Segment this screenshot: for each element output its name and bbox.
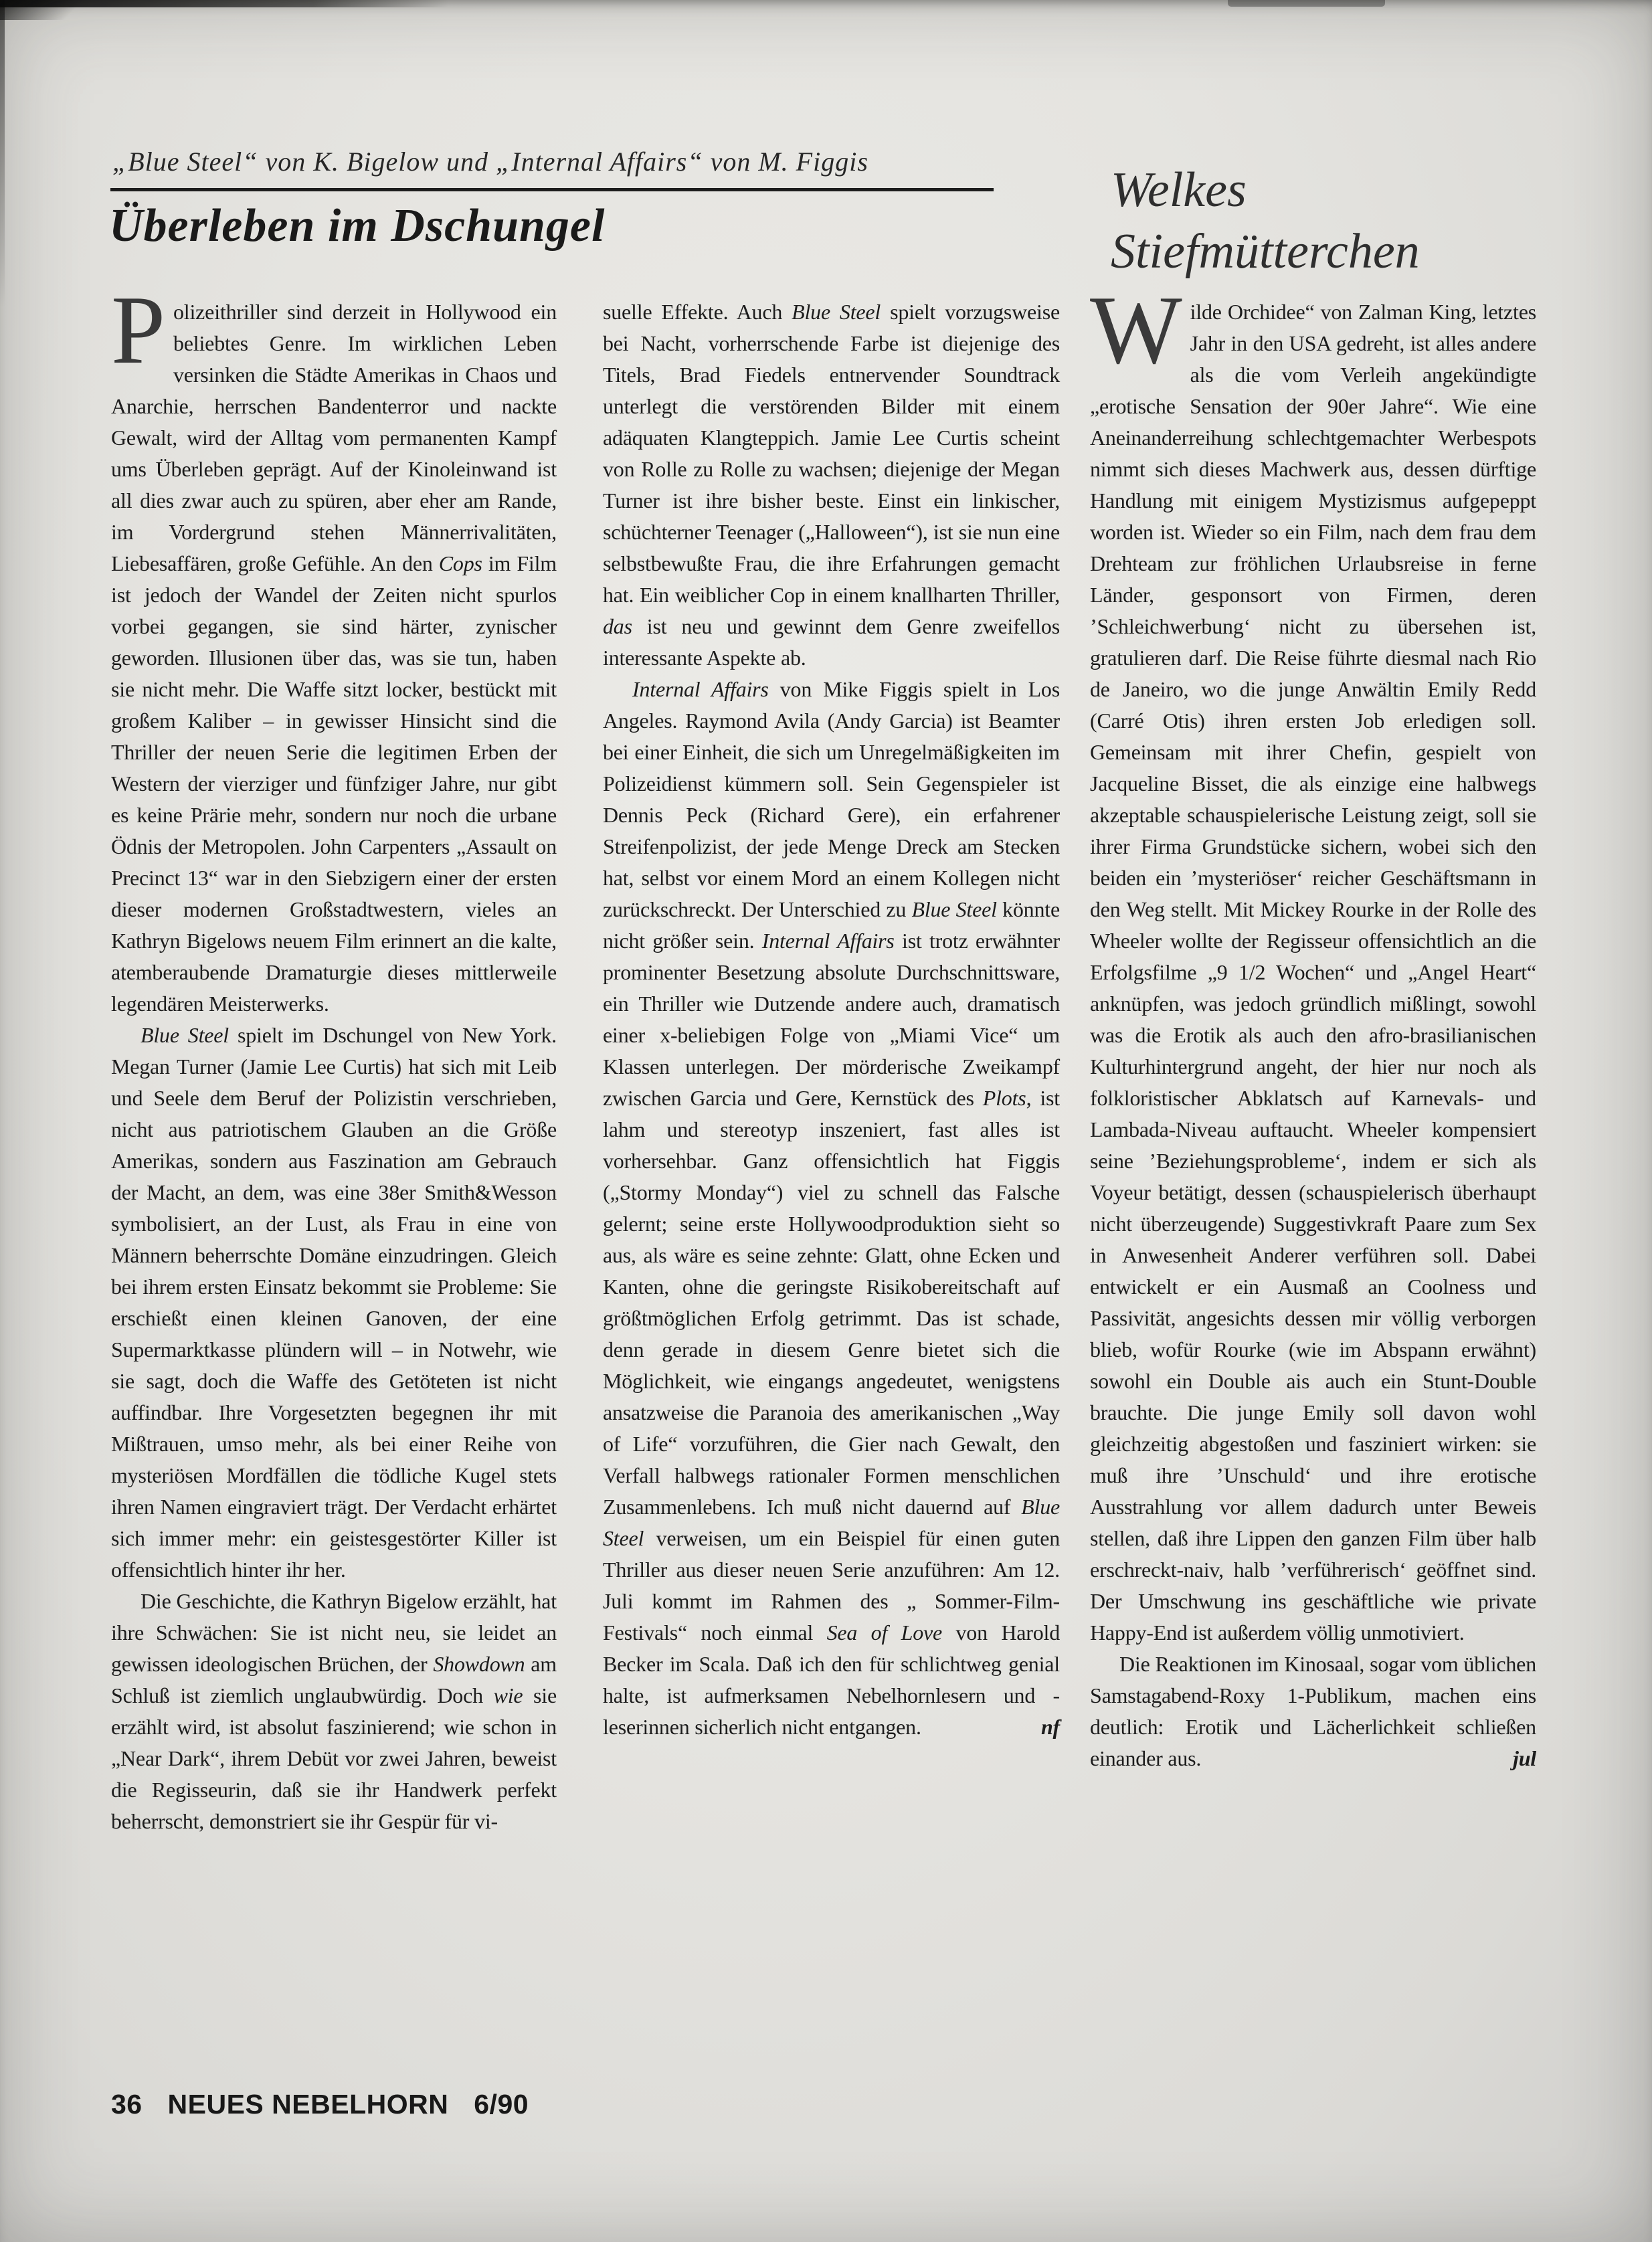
left-article-title: Überleben im Dschungel	[109, 200, 606, 252]
body-paragraph: Die Reaktionen im Kinosaal, sogar vom üblichen Samstagabend-Roxy 1-Publikum, machen eins deutlich: Erotik und Lächerlichkeit schließen einander aus. jul	[1090, 1649, 1536, 1774]
page-number: 36	[111, 2089, 143, 2120]
text-column-2	[603, 296, 1060, 1743]
author-initials: jul	[1513, 1746, 1536, 1770]
right-article-title	[1111, 159, 1420, 282]
drop-cap: P	[111, 276, 165, 384]
magazine-name: NEUES NEBELHORN	[167, 2089, 449, 2120]
article-kicker: „Blue Steel“ von K. Bigelow und „Internal Affairs“ von M. Figgis	[112, 147, 868, 177]
body-paragraph: Die Geschichte, die Kathryn Bigelow erzählt, hat ihre Schwächen: Sie ist nicht neu, sie leidet an gewissen ideologischen Brüchen, der Showdown am Schluß ist ziemlich unglaubwürdig. Doch wie sie erzählt wird, ist absolut faszinierend; wie schon in „Near Dark“, ihrem Debüt vor zwei Jahren, beweist die Regisseurin, daß sie ihr Handwerk perfekt beherrscht, demonstriert sie ihr Gespür für vi-	[111, 1589, 557, 1833]
body-paragraph: suelle Effekte. Auch Blue Steel spielt vorzugsweise bei Nacht, vorherrschende Farbe ist diejenige des Titels, Brad Fiedels entnervender Soundtrack unterlegt die verstörenden Bilder mit einem adäquaten Klangteppich. Jamie Lee Curtis scheint von Rolle zu Rolle zu wachsen; diejenige der Megan Turner ist ihre bisher beste. Einst ein linkischer, schüchterner Teenager („Halloween“), ist sie nun eine selbstbewußte Frau, die ihre Erfahrungen gemacht hat. Ein weiblicher Cop in einem knallharten Thriller, das ist neu und gewinnt dem Genre zweifellos interessante Aspekte ab.	[603, 300, 1060, 670]
issue-number: 6/90	[474, 2089, 529, 2120]
scan-edge-artifact	[1228, 0, 1385, 7]
body-paragraph: Polizeithriller sind derzeit in Hollywood ein beliebtes Genre. Im wirklichen Leben versinken die Städte Amerikas in Chaos und Anarchie, herrschen Bandenterror und nackte Gewalt, wird der Alltag vom permanenten Kampf ums Überleben geprägt. Auf der Kinoleinwand ist all dies zwar auch zu spüren, aber eher am Rande, im Vordergrund stehen Männerrivalitäten, Liebesaffären, große Gefühle. An den Cops im Film ist jedoch der Wandel der Zeiten nicht spurlos vorbei gegangen, sie sind härter, zynischer geworden. Illusionen über das, was sie tun, haben sie nicht mehr. Die Waffe sitzt locker, bestückt mit großem Kaliber – in gewisser Hinsicht sind die Thriller der neuen Serie die legitimen Erben der Western der vierziger und fünfziger Jahre, nur gibt es keine Prärie mehr, sondern nur noch die urbane Ödnis der Metropolen. John Carpenters „Assault on Precinct 13“ war in den Siebzigern einer der ersten dieser modernen Großstadtwestern, vieles an Kathryn Bigelows neuem Film erinnert an die kalte, atemberaubende Dramaturgie dieses mittlerweile legendären Meisterwerks.	[111, 276, 557, 1016]
text-column-3	[1090, 276, 1536, 1774]
author-initials: nf	[1040, 1715, 1060, 1739]
page-footer	[111, 2089, 529, 2120]
headline-rule	[110, 188, 994, 191]
body-paragraph: Internal Affairs von Mike Figgis spielt in Los Angeles. Raymond Avila (Andy Garcia) ist Beamter bei einer Einheit, die sich um Unregelmäßigkeiten im Polizeidienst kümmern soll. Sein Gegenspieler ist Dennis Peck (Richard Gere), ein erfahrener Streifenpolizist, der jede Menge Dreck am Stecken hat, selbst vor einem Mord an einem Kollegen nicht zurückschreckt. Der Unterschied zu Blue Steel könnte nicht größer sein. Internal Affairs ist trotz erwähnter prominenter Besetzung absolute Durchschnittsware, ein Thriller wie Dutzende andere auch, dramatisch einer x-beliebigen Folge von „Miami Vice“ um Klassen unterlegen. Der mörderische Zweikampf zwischen Garcia und Gere, Kernstück des Plots, ist lahm und stereotyp inszeniert, fast alles ist vorhersehbar. Ganz offensichtlich hat Figgis („Stormy Monday“) viel zu schnell das Falsche gelernt; seine erste Hollywoodproduktion sieht so aus, als wäre es seine zehnte: Glatt, ohne Ecken und Kanten, ohne die geringste Risikobereitschaft auf größtmöglichen Erfolg getrimmt. Das ist schade, denn gerade in diesem Genre bietet sich die Möglichkeit, wie eingangs angedeutet, wenigstens ansatzweise die Paranoia des amerikanischen „Way of Life“ vorzuführen, die Gier nach Gewalt, den Verfall halbwegs rationaler Formen menschlichen Zusammenlebens. Ich muß nicht dauernd auf Blue Steel verweisen, um ein Beispiel für einen guten Thriller aus dieser neuen Serie anzuführen: Am 12. Juli kommt im Rahmen des „ Sommer-Film-Festivals“ noch einmal Sea of Love von Harold Becker im Scala. Daß ich den für schlichtweg genial halte, ist aufmerksamen Nebelhornlesern und -leserinnen sicherlich nicht entgangen. nf	[603, 674, 1060, 1743]
right-title-line-1: Welkes	[1111, 163, 1247, 217]
right-title-line-2: Stiefmütterchen	[1111, 224, 1420, 279]
text-column-1	[111, 276, 557, 1837]
body-paragraph: Wilde Orchidee“ von Zalman King, letztes Jahr in den USA gedreht, ist alles andere als die vom Verleih angekündigte „erotische Sensation der 90er Jahre“. Wie eine Aneinanderreihung schlechtgemachter Werbespots nimmt sich dieses Machwerk aus, dessen dürftige Handlung mit einigem Mystizismus aufgepeppt worden ist. Wieder so ein Film, nach dem frau dem Drehteam zur fröhlichen Urlaubsreise in ferne Länder, gesponsort von Firmen, deren ’Schleichwerbung‘ nicht zu übersehen ist, gratulieren darf. Die Reise führte diesmal nach Rio de Janeiro, wo die junge Anwältin Emily Redd (Carré Otis) ihren ersten Job erledigen soll. Gemeinsam mit ihrer Chefin, gespielt von Jacqueline Bisset, die als einzige eine halbwegs akzeptable schauspielerische Leistung zeigt, soll sie ihrer Firma Grundstücke sichern, wobei sich den beiden ein ’mysteriöser‘ reicher Geschäftsmann in den Weg stellt. Mit Mickey Rourke in der Rolle des Wheeler wollte der Regisseur offensichtlich an die Erfolgsfilme „9 1/2 Wochen“ und „Angel Heart“ anknüpfen, was jedoch gründlich mißlingt, sowohl was die Erotik als auch den afro-brasilianischen Kulturhintergrund angeht, der hier nur noch als folkloristischer Abklatsch auf Karnevals- und Lambada-Niveau auftaucht. Wheeler kompensiert seine ’Beziehungsprobleme‘, indem er sich als Voyeur betätigt, dessen (schauspielerisch überhaupt nicht überzeugende) Suggestivkraft Paare zum Sex in Anwesenheit Anderer verführen soll. Dabei entwickelt er ein Ausmaß an Coolness und Passivität, angesichts dessen mir völlig verborgen blieb, wofür Rourke (wie im Abspann erwähnt) sowohl ein Double ais auch ein Stunt-Double brauchte. Die junge Emily soll davon wohl gleichzeitig abgestoßen und fasziniert wirken: sie muß ihre ’Unschuld‘ und ihre erotische Ausstrahlung vor allem dadurch unter Beweis stellen, daß ihre Lippen den ganzen Film über halb erschreckt-naiv, halb ’verführerisch‘ geöffnet sind. Der Umschwung ins geschäftliche wie private Happy-End ist außerdem völlig unmotiviert.	[1090, 276, 1536, 1645]
body-paragraph: Blue Steel spielt im Dschungel von New York. Megan Turner (Jamie Lee Curtis) hat sich mit Leib und Seele dem Beruf der Polizistin verschrieben, nicht aus patriotischem Glauben an die Größe Amerikas, sondern aus Faszination am Gebrauch der Macht, an dem, was eine 38er Smith&Wesson symbolisiert, an der Lust, als Frau in eine von Männern beherrschte Domäne einzudringen. Gleich bei ihrem ersten Einsatz bekommt sie Probleme: Sie erschießt einen kleinen Ganoven, der eine Supermarktkasse plündern will – in Notwehr, wie sie sagt, doch die Waffe des Getöteten ist nicht auffindbar. Ihre Vorgesetzten begegnen ihr mit Mißtrauen, umso mehr, als bei einer Reihe von mysteriösen Mordfällen die tödliche Kugel stets ihren Namen eingraviert trägt. Der Verdacht erhärtet sich immer mehr: ein geistesgestörter Killer ist offensichtlich hinter ihr her.	[111, 1023, 557, 1582]
scan-edge-artifact	[0, 0, 5, 308]
drop-cap: W	[1090, 276, 1182, 384]
scan-edge-artifact	[0, 0, 100, 20]
